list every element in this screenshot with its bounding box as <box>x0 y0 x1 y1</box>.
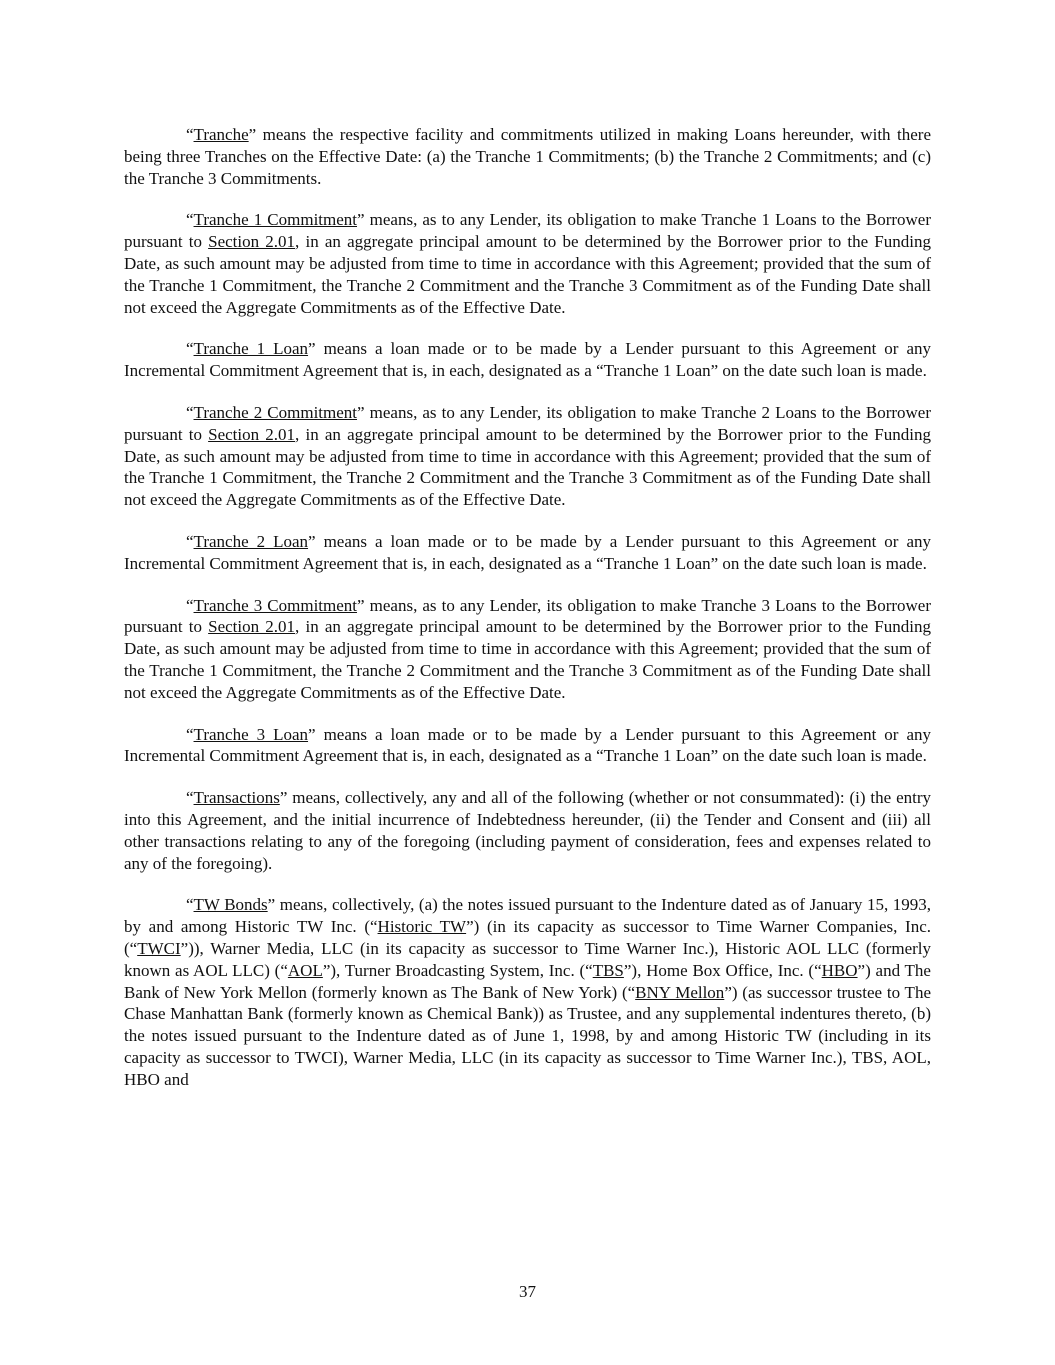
definition-text: ”), Turner Broadcasting System, Inc. (“ <box>322 960 593 980</box>
open-quote: “ <box>186 788 194 808</box>
document-page <box>124 124 931 1110</box>
definition-text: ” means, collectively, any and all of the following (whether or not consummated): (i) the entry into this Agreement, and the initial incurrence of Indebtedness hereunder, (ii) the Tender and Consent and (iii) all other transactions relating to any of the foregoing (including payment of consideration, fees and expenses related to any of the foregoing). <box>124 788 931 873</box>
defined-term: Tranche 1 Loan <box>193 339 309 359</box>
defined-term: Tranche 1 Commitment <box>193 210 358 230</box>
definition-text: ” means, as to any Lender, its obligation to make Tranche 2 Loans to the Borrower pursuant to <box>124 402 932 444</box>
definition-text: , in an aggregate principal amount to be determined by the Borrower prior to the Funding Date, as such amount may be adjusted from time to time in accordance with this Agreement; provided that the sum of the Tranche 1 Commitment, the Tranche 2 Commitment and the Tranche 3 Commitment as of the Funding Date shall not exceed the Aggregate Commitments as of the Effective Date. <box>124 424 931 510</box>
section-reference: Section 2.01 <box>208 617 296 637</box>
definition-text: , in an aggregate principal amount to be determined by the Borrower prior to the Funding Date, as such amount may be adjusted from time to time in accordance with this Agreement; provided that the sum of the Tranche 1 Commitment, the Tranche 2 Commitment and the Tranche 3 Commitment as of the Funding Date shall not exceed the Aggregate Commitments as of the Effective Date. <box>124 617 931 702</box>
definition-text: ” means a loan made or to be made by a Lender pursuant to this Agreement or any Incremental Commitment Agreement that is, in each, designated as a “Tranche 1 Loan” on the date such loan is made. <box>124 339 931 381</box>
open-quote: “ <box>186 895 194 915</box>
section-reference: Section 2.01 <box>208 424 296 444</box>
definition-text: ” means a loan made or to be made by a Lender pursuant to this Agreement or any Incremental Commitment Agreement that is, in each, designated as a “Tranche 1 Loan” on the date such loan is made. <box>124 531 931 573</box>
defined-term: Tranche 2 Commitment <box>193 402 358 422</box>
definition-text: ”) (in its capacity as successor to Time Warner Companies, Inc. (“ <box>124 917 931 958</box>
defined-term: Tranche <box>193 125 249 144</box>
defined-term-historic-tw: Historic TW <box>377 917 467 937</box>
definition-tranche-1-commitment <box>124 209 931 318</box>
definition-tranche-3-commitment <box>124 595 931 704</box>
definition-tranche-2-loan <box>124 531 931 575</box>
definition-text: ” means, collectively, (a) the notes issued pursuant to the Indenture dated as of January 15, 1993, by and among Historic TW Inc. (“ <box>124 895 931 937</box>
section-reference: Section 2.01 <box>208 232 296 252</box>
definition-tranche <box>124 124 931 189</box>
definition-text: ”) (as successor trustee to The Chase Manhattan Bank (formerly known as Chemical Bank)) as Trustee, and any supplemental indentures thereto, (b) the notes issued pursuant to the Indenture dated as of June 1, 1998, by and among Historic TW (including in its capacity as successor to TWCI), Warner Media, LLC (in its capacity as successor to Time Warner Inc.), TBS, AOL, HBO and <box>124 982 931 1089</box>
open-quote: “ <box>186 402 194 422</box>
definition-text: ” means the respective facility and commitments utilized in making Loans hereunder, with there being three Tranches on the Effective Date: (a) the Tranche 1 Commitments; (b) the Tranche 2 Commitments; and (c) the Tranche 3 Commitments. <box>124 125 931 188</box>
defined-term-aol: AOL <box>287 960 323 980</box>
page-number: 37 <box>519 1282 536 1301</box>
definition-tw-bonds <box>124 894 931 1090</box>
open-quote: “ <box>186 125 194 144</box>
definition-text: ” means, as to any Lender, its obligation to make Tranche 3 Loans to the Borrower pursuant to <box>124 595 932 637</box>
definition-text: ” means, as to any Lender, its obligation to make Tranche 1 Loans to the Borrower pursuant to <box>124 210 932 252</box>
defined-term: Transactions <box>193 788 280 808</box>
definition-text: ” means a loan made or to be made by a Lender pursuant to this Agreement or any Incremental Commitment Agreement that is, in each, designated as a “Tranche 1 Loan” on the date such loan is made. <box>124 724 931 766</box>
defined-term-bny-mellon: BNY Mellon <box>635 982 725 1002</box>
definition-transactions <box>124 787 931 874</box>
definition-text: ”), Home Box Office, Inc. (“ <box>623 960 822 980</box>
open-quote: “ <box>186 339 194 359</box>
defined-term: Tranche 3 Commitment <box>193 595 358 615</box>
defined-term-tbs: TBS <box>592 960 624 980</box>
defined-term: TW Bonds <box>193 895 268 915</box>
definition-tranche-3-loan <box>124 724 931 768</box>
definition-tranche-2-commitment <box>124 402 931 511</box>
defined-term: Tranche 3 Loan <box>193 724 309 744</box>
definition-text: ”) and The Bank of New York Mellon (formerly known as The Bank of New York) (“ <box>124 960 931 1002</box>
definition-text: ”)), Warner Media, LLC (in its capacity as successor to Time Warner Inc.), Historic AOL LLC (formerly known as AOL LLC) (“ <box>124 938 931 980</box>
defined-term: Tranche 2 Loan <box>193 531 309 551</box>
open-quote: “ <box>186 595 194 615</box>
defined-term-hbo: HBO <box>821 960 858 980</box>
defined-term-twci: TWCI <box>137 938 181 958</box>
open-quote: “ <box>186 531 194 551</box>
definition-text: , in an aggregate principal amount to be determined by the Borrower prior to the Funding Date, as such amount may be adjusted from time to time in accordance with this Agreement; provided that the sum of the Tranche 1 Commitment, the Tranche 2 Commitment and the Tranche 3 Commitment as of the Funding Date shall not exceed the Aggregate Commitments as of the Effective Date. <box>124 232 931 317</box>
open-quote: “ <box>186 210 194 230</box>
open-quote: “ <box>186 724 194 744</box>
definition-tranche-1-loan <box>124 338 931 382</box>
